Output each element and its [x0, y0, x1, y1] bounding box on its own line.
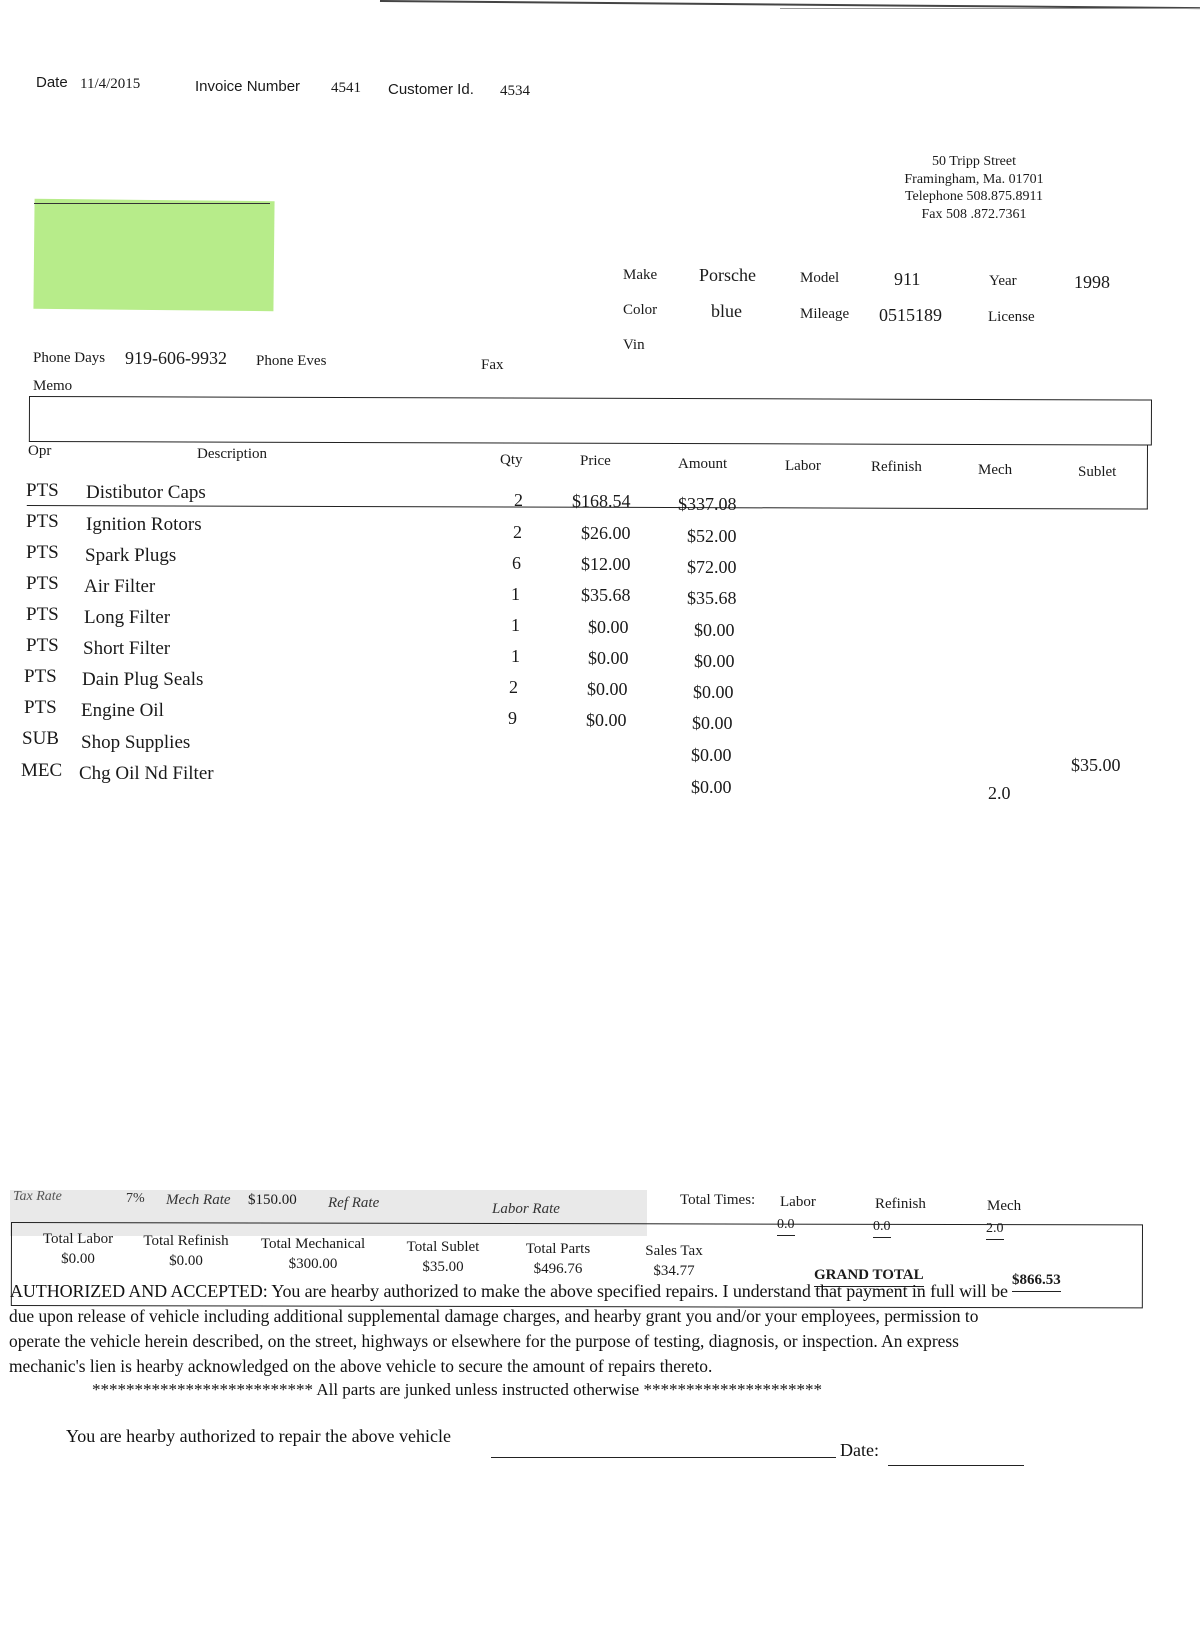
- mech-rate-value: $150.00: [248, 1192, 297, 1208]
- row-7-qty: 2: [509, 677, 518, 697]
- row-2-qty: 2: [513, 522, 522, 542]
- row-2-description: Ignition Rotors: [86, 514, 202, 535]
- total-labor-value: $0.00: [61, 1251, 95, 1267]
- make-value: Porsche: [699, 265, 756, 285]
- row-3-amount: $72.00: [687, 557, 737, 577]
- authorization-line-2: due upon release of vehicle including additional supplemental damage charges, and hearby grant you and/or your employees, permission to: [9, 1306, 979, 1326]
- junk-notice: [92, 1380, 822, 1400]
- row-6-price: $0.00: [588, 648, 629, 668]
- phone-days-value: 919-606-9932: [125, 348, 227, 368]
- total-parts-value: $496.76: [533, 1261, 583, 1277]
- row-7-price: $0.00: [587, 679, 628, 699]
- column-price: Price: [580, 453, 611, 469]
- total-refinish: [133, 1233, 239, 1270]
- row-4-description: Air Filter: [84, 576, 156, 597]
- row-3-opr: PTS: [26, 542, 59, 563]
- customer-id-value: 4534: [500, 83, 530, 99]
- row-6-amount: $0.00: [694, 651, 735, 671]
- row-10-mech: 2.0: [988, 783, 1011, 803]
- sales-tax: [626, 1243, 722, 1280]
- memo-box: [29, 396, 1152, 446]
- total-times-refinish-label: Refinish: [875, 1196, 926, 1212]
- row-1-qty: 2: [514, 490, 523, 510]
- row-2-price: $26.00: [581, 523, 631, 543]
- row-8-qty: 9: [508, 708, 517, 728]
- grand-total-label: GRAND TOTAL: [814, 1267, 924, 1287]
- row-6-opr: PTS: [26, 635, 59, 656]
- column-mech: Mech: [978, 462, 1013, 478]
- sales-tax-label: Sales Tax: [645, 1243, 703, 1259]
- signature-date-label: Date:: [840, 1440, 879, 1460]
- tax-rate-value: 7%: [126, 1191, 145, 1206]
- customer-id-label: Customer Id.: [388, 81, 474, 98]
- signature-date-line: [888, 1465, 1024, 1466]
- junk-text: All parts are junked unless instructed otherwise: [316, 1380, 640, 1399]
- row-9-amount: $0.00: [691, 745, 732, 765]
- color-value: blue: [711, 301, 742, 321]
- authorization-lead: AUTHORIZED AND ACCEPTED:: [10, 1281, 268, 1301]
- row-5-description: Long Filter: [84, 607, 171, 628]
- row-7-opr: PTS: [24, 666, 57, 687]
- shop-telephone: Telephone 508.875.8911: [904, 189, 1044, 204]
- total-labor: [30, 1231, 126, 1268]
- row-1-amount: $337.08: [678, 494, 737, 514]
- redacted-customer-block: [33, 199, 274, 312]
- repair-authorization-text: You are hearby authorized to repair the above vehicle: [66, 1426, 452, 1446]
- total-times-label: Total Times:: [680, 1192, 756, 1208]
- total-times-refinish-value: 0.0: [873, 1219, 891, 1238]
- model-label: Model: [800, 270, 840, 286]
- row-9-opr: SUB: [22, 728, 59, 749]
- shop-street: 50 Tripp Street: [931, 154, 1016, 169]
- memo-label: Memo: [33, 378, 73, 394]
- color-label: Color: [623, 302, 658, 318]
- authorization-line-1-text: You are hearby authorized to make the above specified repairs. I understand that payment in full will be: [271, 1281, 1008, 1301]
- row-5-qty: 1: [511, 615, 520, 635]
- row-9-description: Shop Supplies: [81, 732, 191, 753]
- row-2-opr: PTS: [26, 511, 59, 532]
- row-4-opr: PTS: [26, 573, 59, 594]
- signature-line: [491, 1457, 836, 1458]
- total-mechanical-label: Total Mechanical: [260, 1236, 366, 1252]
- row-4-price: $35.68: [581, 585, 631, 605]
- junk-stars-left: **************************: [92, 1380, 313, 1399]
- fax-label: Fax: [481, 357, 504, 373]
- row-7-description: Dain Plug Seals: [82, 669, 204, 690]
- redacted-block-line: [34, 203, 270, 204]
- license-label: License: [988, 309, 1035, 325]
- row-8-price: $0.00: [586, 710, 627, 730]
- total-sublet: [395, 1239, 491, 1276]
- invoice-number-label: Invoice Number: [195, 78, 301, 95]
- total-times-labor-label: Labor: [780, 1194, 816, 1210]
- row-4-amount: $35.68: [687, 588, 737, 608]
- total-times-labor-value: 0.0: [777, 1217, 795, 1236]
- row-10-opr: MEC: [21, 760, 63, 781]
- total-sublet-label: Total Sublet: [406, 1239, 480, 1255]
- column-description: Description: [197, 446, 267, 462]
- page-top-edge-secondary: [780, 8, 1200, 9]
- column-opr: Opr: [28, 443, 52, 459]
- row-1-description: Distibutor Caps: [86, 482, 206, 503]
- row-5-opr: PTS: [26, 604, 59, 625]
- mech-rate-label: Mech Rate: [166, 1192, 231, 1208]
- labor-rate-label: Labor Rate: [492, 1201, 560, 1217]
- model-value: 911: [894, 269, 921, 289]
- row-10-amount: $0.00: [691, 777, 732, 797]
- vin-label: Vin: [623, 337, 645, 353]
- total-parts: [508, 1241, 608, 1278]
- authorization-line-3: operate the vehicle herein described, on the street, highways or elsewhere for the purpose of testing, diagnosis, or inspection. An express: [9, 1331, 959, 1351]
- row-10-description: Chg Oil Nd Filter: [79, 763, 214, 784]
- total-mechanical-value: $300.00: [288, 1256, 338, 1272]
- row-6-qty: 1: [511, 646, 520, 666]
- row-1-price: $168.54: [572, 491, 631, 511]
- row-5-price: $0.00: [588, 617, 629, 637]
- ref-rate-label: Ref Rate: [328, 1195, 380, 1211]
- column-amount: Amount: [678, 456, 728, 472]
- authorization-line-4: mechanic's lien is hearby acknowledged on the above vehicle to secure the amount of repairs thereto.: [9, 1356, 713, 1376]
- total-times-mech-value: 2.0: [986, 1221, 1004, 1240]
- invoice-number-value: 4541: [331, 80, 361, 96]
- total-sublet-value: $35.00: [422, 1259, 464, 1275]
- row-4-qty: 1: [511, 584, 520, 604]
- row-8-description: Engine Oil: [81, 700, 164, 721]
- total-mechanical: [250, 1236, 376, 1273]
- phone-eves-label: Phone Eves: [256, 353, 327, 369]
- row-5-amount: $0.00: [694, 620, 735, 640]
- mileage-label: Mileage: [800, 306, 850, 322]
- total-times-mech-label: Mech: [987, 1198, 1022, 1214]
- phone-days-label: Phone Days: [33, 350, 106, 366]
- row-2-amount: $52.00: [687, 526, 737, 546]
- date-label: Date: [36, 74, 68, 91]
- shop-address: [884, 153, 1064, 223]
- make-label: Make: [623, 267, 658, 283]
- total-labor-label: Total Labor: [42, 1231, 114, 1247]
- column-refinish: Refinish: [871, 459, 922, 475]
- column-sublet: Sublet: [1078, 464, 1117, 480]
- sales-tax-value: $34.77: [653, 1263, 695, 1279]
- shop-fax: Fax 508 .872.7361: [921, 206, 1027, 222]
- shop-city: Framingham, Ma. 01701: [904, 171, 1044, 187]
- row-6-description: Short Filter: [83, 638, 171, 659]
- row-9-sublet: $35.00: [1071, 755, 1121, 775]
- grand-total-value: $866.53: [1012, 1272, 1061, 1292]
- row-3-qty: 6: [512, 553, 521, 573]
- total-refinish-value: $0.00: [169, 1253, 203, 1269]
- junk-stars-right: *********************: [643, 1380, 822, 1399]
- date-value: 11/4/2015: [80, 76, 141, 92]
- tax-rate-label: Tax Rate: [13, 1189, 62, 1204]
- row-8-amount: $0.00: [692, 713, 733, 733]
- row-3-price: $12.00: [581, 554, 631, 574]
- row-1-opr: PTS: [26, 480, 59, 501]
- total-parts-label: Total Parts: [525, 1241, 591, 1257]
- column-qty: Qty: [500, 452, 523, 468]
- total-refinish-label: Total Refinish: [143, 1233, 229, 1249]
- authorization-line-1: [10, 1281, 1008, 1302]
- row-7-amount: $0.00: [693, 682, 734, 702]
- row-8-opr: PTS: [24, 697, 57, 718]
- year-value: 1998: [1074, 272, 1110, 292]
- year-label: Year: [989, 273, 1017, 289]
- mileage-value: 0515189: [879, 305, 942, 325]
- row-3-description: Spark Plugs: [85, 545, 177, 566]
- column-labor: Labor: [785, 458, 821, 474]
